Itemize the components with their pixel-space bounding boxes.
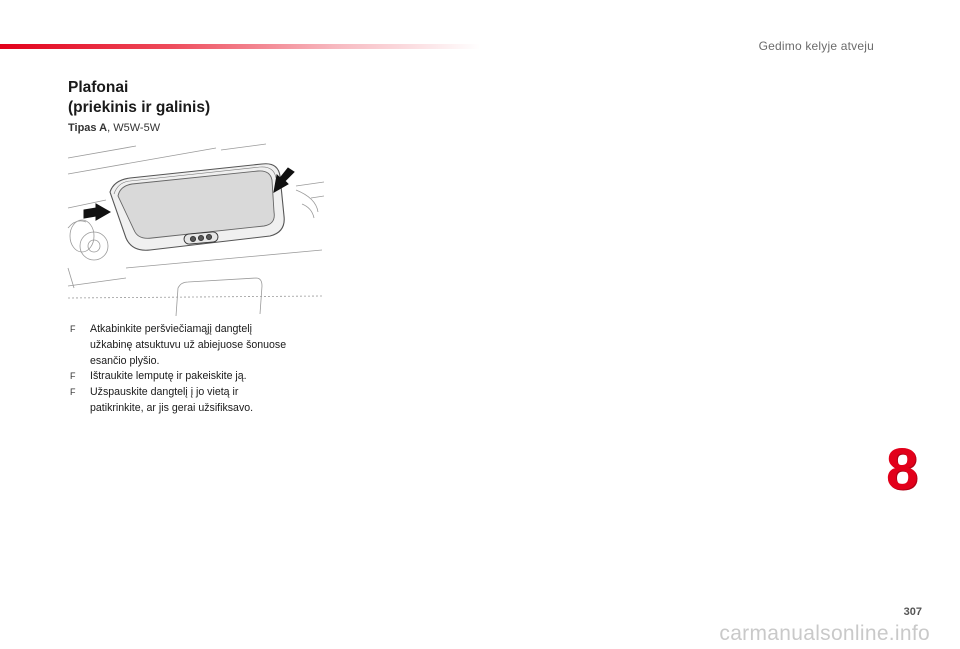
type-label: Tipas A [68,122,108,134]
courtesy-lamp-illustration [66,138,324,318]
step-bullet: F [70,324,76,334]
step-text-line: patikrinkite, ar jis gerai užsifiksavo. [90,401,254,414]
step-bullet: F [70,387,76,398]
step-text-line: užkabinę atsuktuvu už abiejuose šonuose [90,338,287,351]
step-text-line: esančio plyšio. [90,354,160,367]
step-bullet: F [70,371,76,382]
title-line-2: (priekinis ir galinis) [68,99,211,116]
header-accent-bar [0,44,480,49]
page-number: 307 [903,606,922,618]
instruction-step [68,322,328,369]
step-text-line: Užspauskite dangtelį į jo vietą ir [90,386,239,399]
section-title: Gedimo kelyje atveju [758,39,874,53]
watermark: carmanualsonline.info [719,622,930,645]
lamp-type [68,122,160,134]
title-line-1: Plafonai [68,79,129,96]
instruction-step [68,385,328,417]
instruction-list [68,322,328,417]
step-text-line: Atkabinkite peršviečiamąjį dangtelį [90,323,252,335]
chapter-number: 8 [886,437,919,502]
step-text-line: Ištraukite lemputę ir pakeiskite ją. [90,370,247,383]
page-title [68,78,210,118]
instruction-step [68,369,328,385]
type-value: , W5W-5W [107,122,161,134]
